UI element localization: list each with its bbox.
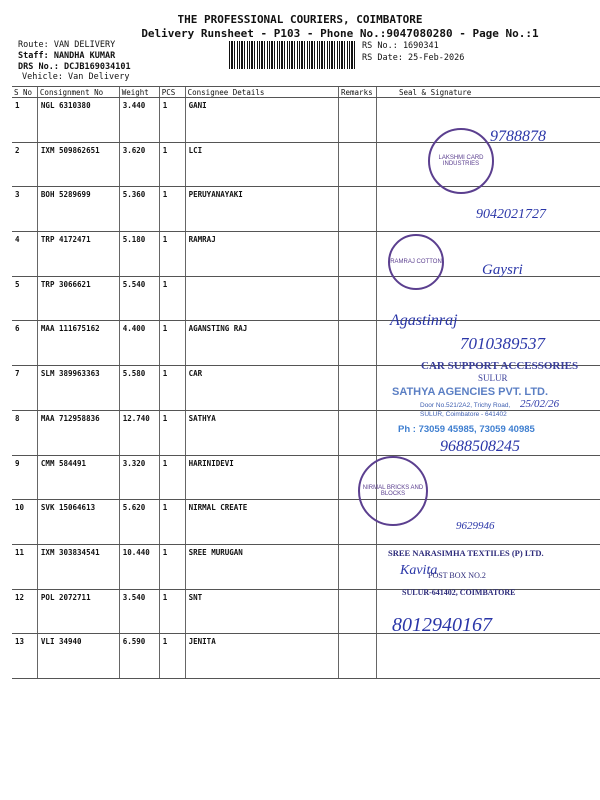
weight: 5.180 (119, 232, 159, 277)
narasimha-city: SULUR-641402, COIMBATORE (402, 588, 516, 597)
signature-phone-1: 9788878 (490, 128, 546, 145)
consignee-name: HARINIDEVI (185, 455, 338, 500)
runsheet-subtitle: Delivery Runsheet - P103 - Phone No.:9047080280 - Page No.:1 (141, 27, 539, 40)
vehicle: Vehicle: Van Delivery (22, 72, 130, 82)
consignee-name: NIRMAL CREATE (185, 500, 338, 545)
col-seal: Seal & Signature (376, 87, 600, 98)
consignment-number: MAA 712958836 (37, 410, 119, 455)
narasimha-box: POST BOX NO.2 (428, 571, 486, 580)
consignee-name (185, 276, 338, 321)
serial-number: 12 (12, 589, 37, 634)
pieces: 1 (159, 544, 185, 589)
signature-phone-9: 9688508245 (440, 438, 520, 455)
consignment-number: BOH 5289699 (37, 187, 119, 232)
consignee-name: SNT (185, 589, 338, 634)
col-remarks: Remarks (339, 87, 377, 98)
pieces: 1 (159, 410, 185, 455)
consignee-name: RAMRAJ (185, 232, 338, 277)
pieces: 1 (159, 455, 185, 500)
consignee-name: AGANSTING RAJ (185, 321, 338, 366)
col-weight: Weight (119, 87, 159, 98)
consignee-name: SREE MURUGAN (185, 544, 338, 589)
route: Route: VAN DELIVERY (18, 40, 116, 50)
serial-number: 2 (12, 142, 37, 187)
signature-phone-13: 8012940167 (392, 614, 492, 636)
serial-number: 9 (12, 455, 37, 500)
weight: 5.580 (119, 366, 159, 411)
signature-6: Agastinraj (390, 312, 458, 329)
pieces: 1 (159, 634, 185, 679)
table-row (12, 455, 600, 500)
sathya-stamp: SATHYA AGENCIES PVT. LTD. (392, 386, 549, 398)
remarks-cell (339, 321, 377, 366)
rs-number: RS No.: 1690341 (362, 41, 439, 51)
col-pcs: PCS (159, 87, 185, 98)
remarks-cell (339, 589, 377, 634)
consignee-name: SATHYA (185, 410, 338, 455)
car-support-stamp: CAR SUPPORT ACCESSORIES (421, 360, 579, 372)
weight: 3.320 (119, 455, 159, 500)
serial-number: 3 (12, 187, 37, 232)
signature-phone-6: 7010389537 (460, 334, 545, 353)
weight: 10.440 (119, 544, 159, 589)
table-header (12, 87, 600, 98)
narasimha-stamp: SREE NARASIMHA TEXTILES (P) LTD. (388, 548, 544, 558)
drs-number: DRS No.: DCJB169034101 (18, 62, 131, 72)
pieces: 1 (159, 187, 185, 232)
rs-date: RS Date: 25-Feb-2026 (362, 53, 465, 63)
weight: 5.620 (119, 500, 159, 545)
remarks-cell (339, 187, 377, 232)
table-row (12, 276, 600, 321)
remarks-cell (339, 142, 377, 187)
pieces: 1 (159, 232, 185, 277)
pieces: 1 (159, 500, 185, 545)
weight: 5.540 (119, 276, 159, 321)
serial-number: 1 (12, 98, 37, 143)
serial-number: 4 (12, 232, 37, 277)
col-consignment: Consignment No (37, 87, 119, 98)
signature-12: Kavita (400, 563, 438, 578)
sathya-address-1: Door No.521/2A2, Trichy Road, (420, 402, 511, 409)
signature-phone-11: 9629946 (456, 520, 495, 532)
weight: 4.400 (119, 321, 159, 366)
seal-signature-cell (376, 634, 600, 679)
sathya-address-2: SULUR, Coimbatore - 641402 (420, 411, 507, 418)
pieces: 1 (159, 142, 185, 187)
weight: 3.620 (119, 142, 159, 187)
table-row (12, 500, 600, 545)
remarks-cell (339, 366, 377, 411)
weight: 3.540 (119, 589, 159, 634)
serial-number: 8 (12, 410, 37, 455)
remarks-cell (339, 276, 377, 321)
pieces: 1 (159, 276, 185, 321)
serial-number: 5 (12, 276, 37, 321)
pieces: 1 (159, 321, 185, 366)
weight: 3.440 (119, 98, 159, 143)
barcode (229, 41, 357, 69)
consignment-number: SLM 389963363 (37, 366, 119, 411)
serial-number: 13 (12, 634, 37, 679)
serial-number: 10 (12, 500, 37, 545)
pieces: 1 (159, 98, 185, 143)
consignment-number: MAA 111675162 (37, 321, 119, 366)
consignment-number: CMM 584491 (37, 455, 119, 500)
consignee-name: JENITA (185, 634, 338, 679)
consignment-number: IXM 303834541 (37, 544, 119, 589)
ramraj-seal: RAMRAJ COTTON (388, 234, 444, 290)
signature-phone-3: 9042021727 (476, 207, 546, 222)
table-row (12, 634, 600, 679)
sathya-phone: Ph : 73059 45985, 73059 40985 (398, 424, 535, 435)
company-title: THE PROFESSIONAL COURIERS, COIMBATORE (177, 13, 423, 26)
consignee-name: LCI (185, 142, 338, 187)
lci-seal: LAKSHMI CARD INDUSTRIES (428, 128, 494, 194)
serial-number: 7 (12, 366, 37, 411)
signature-5: Gaysri (482, 262, 523, 278)
consignment-number: POL 2072711 (37, 589, 119, 634)
consignment-number: SVK 15064613 (37, 500, 119, 545)
serial-number: 6 (12, 321, 37, 366)
table-row (12, 142, 600, 187)
nirmal-seal: NIRMAL BRICKS AND BLOCKS (358, 456, 428, 526)
remarks-cell (339, 544, 377, 589)
serial-number: 11 (12, 544, 37, 589)
weight: 6.590 (119, 634, 159, 679)
consignee-name: GANI (185, 98, 338, 143)
consignee-name: PERUYANAYAKI (185, 187, 338, 232)
signature-date-8: 25/02/26 (520, 398, 560, 410)
consignment-number: TRP 4172471 (37, 232, 119, 277)
pieces: 1 (159, 366, 185, 411)
pieces: 1 (159, 589, 185, 634)
car-support-city: SULUR (478, 373, 508, 383)
col-consignee: Consignee Details (185, 87, 338, 98)
consignment-number: IXM 509862651 (37, 142, 119, 187)
staff: Staff: NANDHA KUMAR (18, 51, 116, 61)
remarks-cell (339, 410, 377, 455)
consignment-number: TRP 3066621 (37, 276, 119, 321)
consignment-number: NGL 6310380 (37, 98, 119, 143)
col-sno: S No (12, 87, 37, 98)
weight: 5.360 (119, 187, 159, 232)
remarks-cell (339, 232, 377, 277)
remarks-cell (339, 634, 377, 679)
remarks-cell (339, 98, 377, 143)
consignment-number: VLI 34940 (37, 634, 119, 679)
weight: 12.740 (119, 410, 159, 455)
seal-signature-cell (376, 98, 600, 143)
consignee-name: CAR (185, 366, 338, 411)
